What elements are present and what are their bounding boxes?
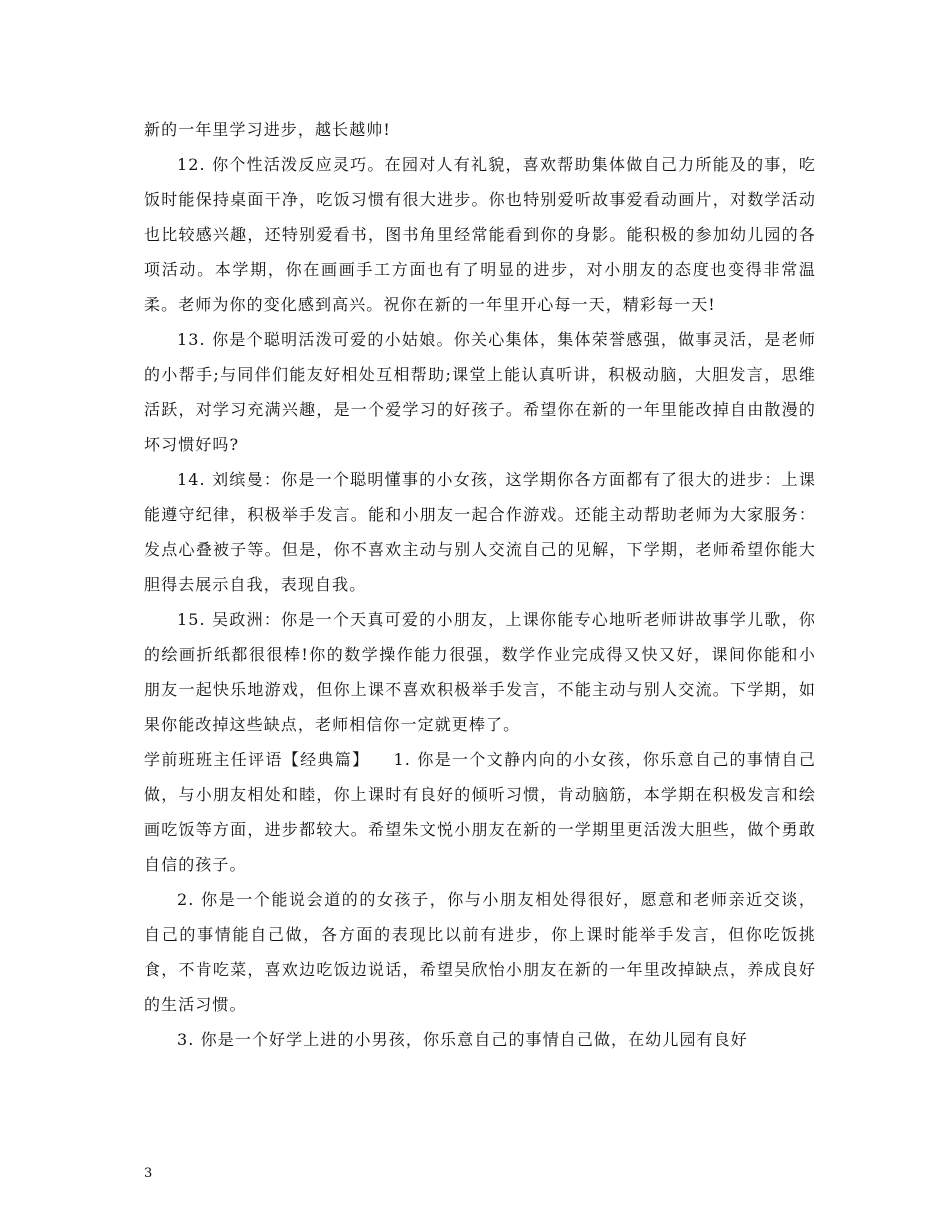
comment-paragraph-2: 2. 你是一个能说会道的的女孩子，你与小朋友相处得很好，愿意和老师亲近交谈，自己的事情能自己做，各方面的表现比以前有进步，你上课时能举手发言，但你吃饭挑食，不肯吃菜，喜欢边吃饭边说话，希望吴欣怡小朋友在新的一年里改掉缺点，养成良好的生活习惯。	[144, 890, 816, 1014]
section-paragraph	[144, 742, 816, 882]
continuation-paragraph: 新的一年里学习进步，越长越帅!	[144, 120, 391, 139]
comment-paragraph-14: 14. 刘缤曼：你是一个聪明懂事的小女孩，这学期你各方面都有了很大的进步：上课能遵守纪律，积极举手发言。能和小朋友一起合作游戏。还能主动帮助老师为大家服务：发点心叠被子等。但是，你不喜欢主动与别人交流自己的见解，下学期，老师希望你能大胆得去展示自我，表现自我。	[144, 470, 816, 594]
comment-paragraph-15: 15. 吴政洲：你是一个天真可爱的小朋友，上课你能专心地听老师讲故事学儿歌，你的绘画折纸都很很棒!你的数学操作能力很强，数学作业完成得又快又好，课间你能和小朋友一起快乐地游戏，但你上课不喜欢积极举手发言，不能主动与别人交流。下学期，如果你能改掉这些缺点，老师相信你一定就更棒了。	[144, 610, 816, 734]
section-heading: 学前班班主任评语【经典篇】	[144, 750, 370, 769]
comment-paragraph-12: 12. 你个性活泼反应灵巧。在园对人有礼貌，喜欢帮助集体做自己力所能及的事，吃饭时能保持桌面干净，吃饭习惯有很大进步。你也特别爱听故事爱看动画片，对数学活动也比较感兴趣，还特别爱看书，图书角里经常能看到你的身影。能积极的参加幼儿园的各项活动。本学期，你在画画手工方面也有了明显的进步，对小朋友的态度也变得非常温柔。老师为你的变化感到高兴。祝你在新的一年里开心每一天，精彩每一天!	[144, 155, 816, 314]
page-number: 3	[144, 1166, 153, 1181]
comment-paragraph-1: 1. 你是一个文静内向的小女孩，你乐意自己的事情自己做，与小朋友相处和睦，你上课时有良好的倾听习惯，肯动脑筋，本学期在积极发言和绘画吃饭等方面，进步都较大。希望朱文悦小朋友在新的一学期里更活泼大胆些，做个勇敢自信的孩子。	[144, 750, 817, 874]
body-text	[144, 112, 816, 1057]
comment-paragraph-13: 13. 你是个聪明活泼可爱的小姑娘。你关心集体，集体荣誉感强，做事灵活，是老师的小帮手;与同伴们能友好相处互相帮助;课堂上能认真听讲，积极动脑，大胆发言，思维活跃，对学习充满兴趣，是一个爱学习的好孩子。希望你在新的一年里能改掉自由散漫的坏习惯好吗?	[144, 330, 816, 454]
comment-paragraph-3: 3. 你是一个好学上进的小男孩，你乐意自己的事情自己做，在幼儿园有良好	[177, 1030, 748, 1049]
